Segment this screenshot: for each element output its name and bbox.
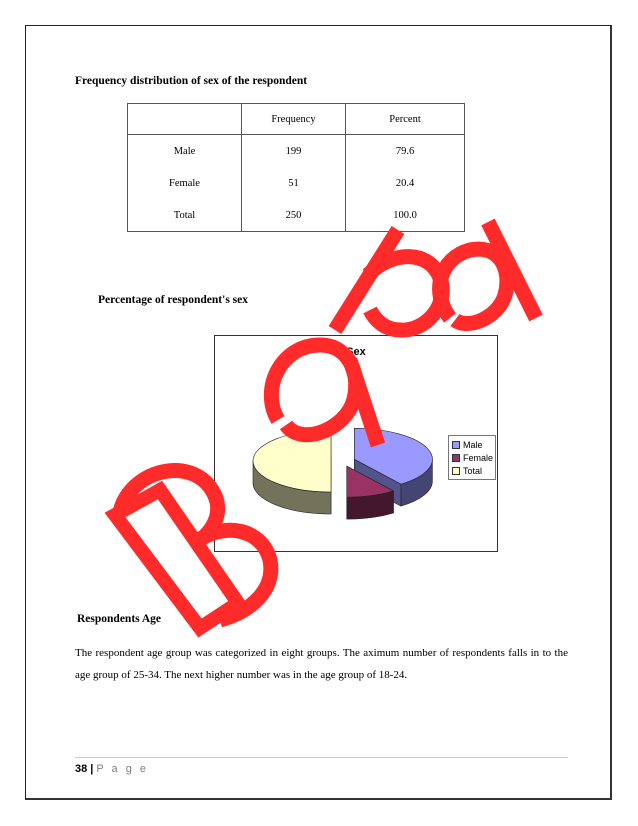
table-cell-frequency: 51 bbox=[242, 167, 346, 199]
chart-heading: Percentage of respondent's sex bbox=[98, 294, 249, 306]
legend-label: Male bbox=[463, 439, 483, 450]
table-cell-percent: 79.6 bbox=[346, 135, 465, 168]
footer-divider bbox=[75, 757, 568, 758]
legend-item bbox=[452, 438, 495, 451]
legend-item bbox=[452, 451, 495, 464]
legend-swatch-male bbox=[452, 441, 460, 449]
table-header-frequency: Frequency bbox=[242, 104, 346, 135]
table-cell-label: Female bbox=[169, 177, 200, 189]
section-title: Frequency distribution of sex of the respondent bbox=[75, 75, 308, 87]
legend-swatch-female bbox=[452, 454, 460, 462]
page-label: P a g e bbox=[96, 763, 149, 775]
table-cell-percent: 100.0 bbox=[346, 199, 465, 232]
table-cell-frequency: 250 bbox=[242, 199, 346, 232]
page-number: 38 bbox=[75, 763, 88, 775]
pie-slice-total bbox=[253, 430, 331, 514]
table-cell-frequency: 199 bbox=[242, 135, 346, 168]
legend-label: Female bbox=[463, 452, 494, 463]
age-paragraph: The respondent age group was categorized in eight groups. The aximum number of respondents falls in to the age group of 25-34. The next higher number was in the age group of 18-24. bbox=[75, 647, 568, 681]
legend-swatch-total bbox=[452, 467, 460, 475]
chart-legend bbox=[448, 435, 496, 480]
chart-title: Sex bbox=[346, 346, 366, 358]
table-header-percent: Percent bbox=[346, 104, 465, 135]
table-row bbox=[128, 135, 465, 168]
table-cell-label: Male bbox=[173, 145, 196, 157]
footer-separator: | bbox=[90, 763, 94, 775]
age-heading: Respondents Age bbox=[77, 613, 162, 625]
legend-item bbox=[452, 464, 495, 477]
pie-chart bbox=[214, 335, 498, 552]
table-row bbox=[128, 167, 465, 199]
table-cell-percent: 20.4 bbox=[346, 167, 465, 199]
page-footer bbox=[75, 763, 149, 775]
table-header-empty bbox=[128, 104, 242, 135]
legend-label: Total bbox=[463, 465, 483, 476]
frequency-table bbox=[127, 103, 465, 232]
table-row bbox=[128, 199, 465, 232]
table-cell-label: Total bbox=[128, 199, 242, 232]
